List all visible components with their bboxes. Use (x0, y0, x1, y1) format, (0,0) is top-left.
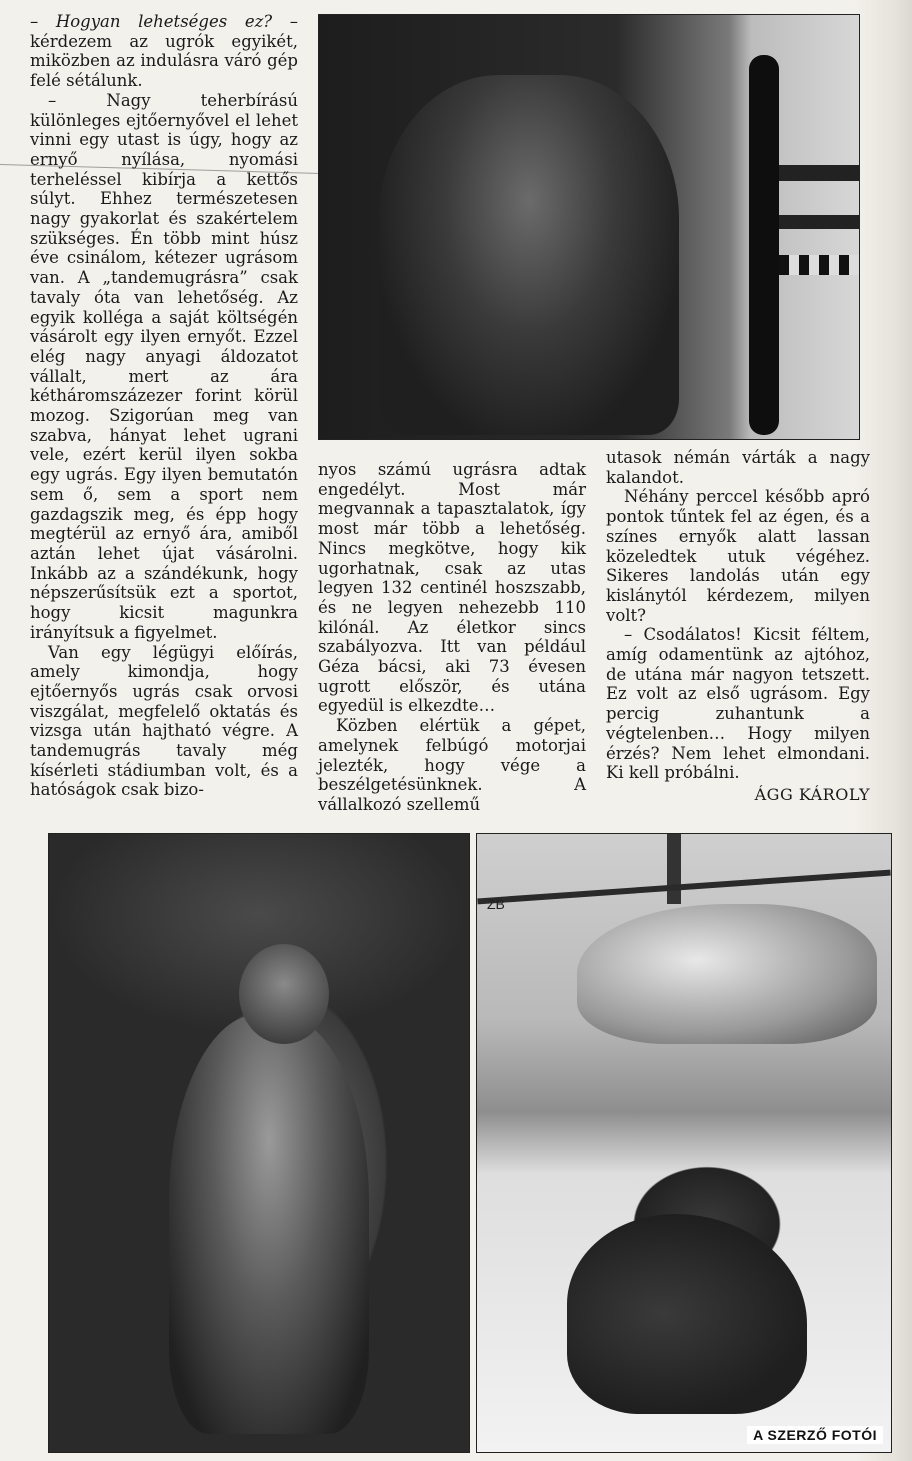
photo-stripe (779, 215, 859, 229)
photo-head (239, 944, 329, 1044)
photo-landed-jumper (567, 1214, 807, 1414)
photo-helicopter-landing (476, 833, 892, 1453)
paragraph: Néhány perccel később apró pontok tűntek fel az égen, és a színes ernyők alatt lassan közeledtek utuk végéhez. Sikeres landolás után egy kislánytól kérdezem, milyen volt? (606, 487, 870, 625)
paragraph: – Csodálatos! Kicsit féltem, amíg odamentünk az ajtóhoz, de utána már nagyon tetszett. Ez volt az első ugrásom. Egy percig zuhantunk a végtelenben… Hogy milyen érzés? Nem lehet elmondani. Ki kell próbálni. (606, 625, 870, 783)
article-column-2 (318, 460, 586, 815)
paragraph: – Hogyan lehetséges ez? – kérdezem az ugrók egyikét, miközben az indulásra váró gép felé sétálunk. (30, 12, 298, 91)
photo-rotor-mast (667, 834, 681, 904)
photo-aircraft-door (318, 14, 860, 440)
photo-stripe (779, 165, 859, 181)
paragraph: nyos számú ugrásra adtak engedélyt. Most már megvannak a tapasztalatok, így most már több a lehetőség. Nincs megkötve, hogy kik ugorhatnak, csak az utas legyen 132 centinél hoszszabb, és ne legyen nehezebb 110 kilónál. Az életkor sincs szabályozva. Itt van például Géza bácsi, aki 73 évesen ugrott először, és utána egyedül is elkezdte… (318, 460, 586, 716)
article-column-3 (606, 448, 870, 805)
article-column-1 (30, 12, 298, 800)
photo-figure (379, 75, 679, 435)
photo-parachutist-gear (48, 833, 470, 1453)
photo-helicopter (577, 904, 877, 1044)
paragraph: utasok némán várták a nagy kalandot. (606, 448, 870, 487)
photo-checker-band (779, 255, 859, 275)
paragraph: Van egy légügyi előírás, amely kimondja, hogy ejtőernyős ugrás csak orvosi viszgálat, megfelelő oktatás és vizsga után hajtható végre. A tandemugrás tavaly még kísérleti stádiumban volt, és a hatóságok csak bizo- (30, 642, 298, 800)
photo-rotor-blade (477, 870, 890, 905)
paragraph: – Nagy teherbírású különleges ejtőernyővel el lehet vinni egy utast is úgy, hogy az ernyő nyílása, nyomási terheléssel kibírja a kettős súlyt. Ehhez természetesen nagy gyakorlat és szakértelem szükséges. Én több mint húsz éve csinálom, kétezer ugrásom van. A „tandemugrásra” csak tavaly óta van lehetőség. Az egyik kolléga a saját költségén vásárolt egy ilyen ernyőt. Ezzel elég nagy anyagi áldozatot vállalt, mert az ára kétháromszázezer forint körül mozog. Szigorúan meg van szabva, hányat lehet ugrani vele, ezért kerül ilyen sokba egy ugrás. Egy ilyen bemutatón sem ő, sem a sport nem gazdagszik meg, és épp hogy megtérül az ernyő ára, amiből aztán lehet újat vásárolni. Inkább az a szándékunk, hogy népszerűsítsük ezt a sportot, hogy kicsit magunkra irányítsuk a figyelmet. (30, 90, 298, 642)
paragraph: Közben elértük a gépet, amelynek felbúgó motorjai jelezték, hogy vége a beszélgetésünknek. A vállalkozó szellemű (318, 716, 586, 814)
helicopter-marking: ZB (487, 896, 505, 912)
photo-credit: A SZERZŐ FOTÓI (747, 1426, 883, 1444)
author-byline: ÁGG KÁROLY (754, 784, 870, 804)
photo-door-frame (749, 55, 779, 435)
photo-person (169, 1014, 369, 1434)
